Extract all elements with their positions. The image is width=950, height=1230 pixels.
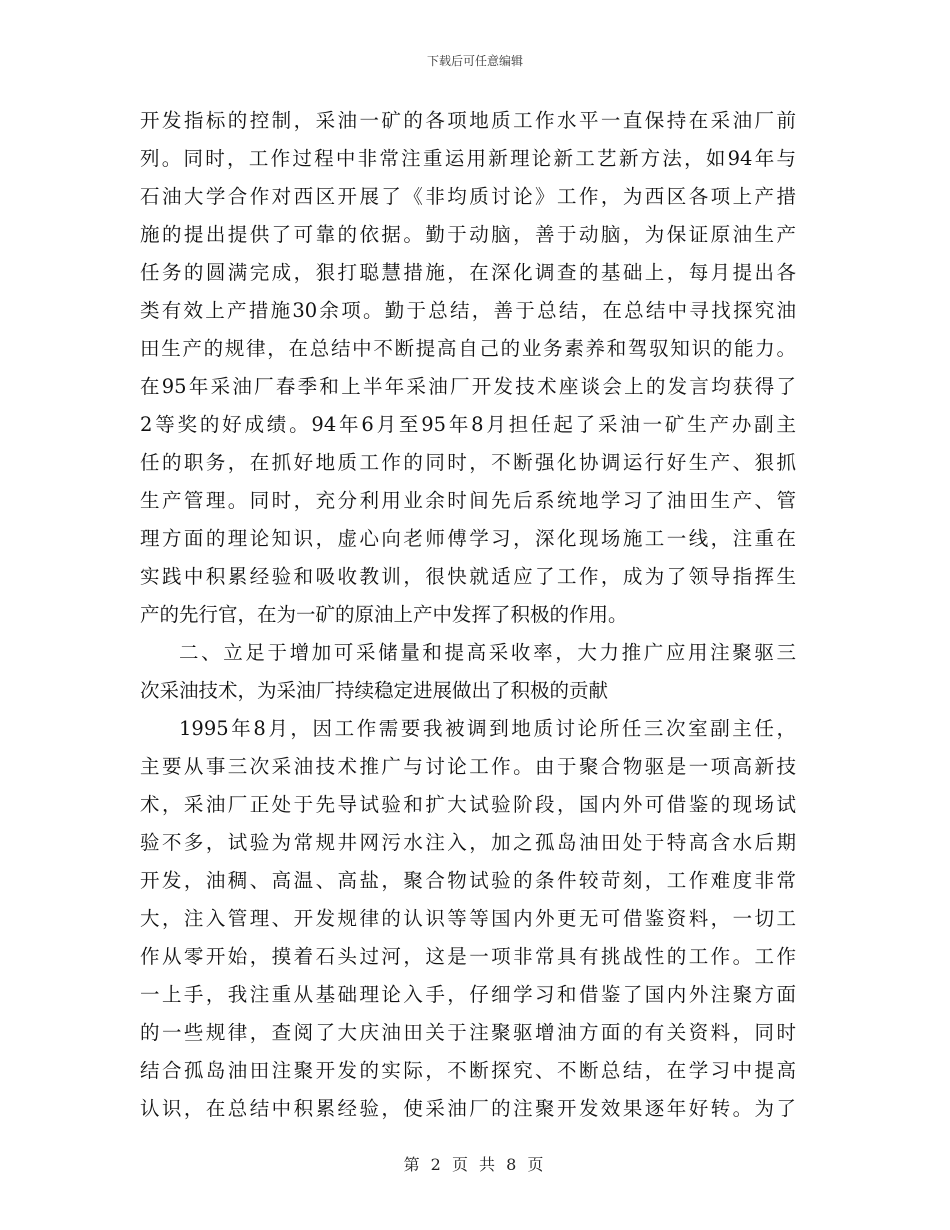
page-header: 下载后可任意编辑 (426, 54, 523, 68)
paragraph-line: 施的提出提供了可靠的依据。勤于动脑，善于动脑，为保证原油生产 (140, 223, 796, 246)
paragraph-line-last: 产的先行官，在为一矿的原油上产中发挥了积极的作用。 (140, 603, 628, 626)
paragraph-line: 一上手，我注重从基础理论入手，仔细学习和借鉴了国内外注聚方面 (140, 983, 796, 1006)
paragraph-line: 田生产的规律，在总结中不断提高自己的业务素养和驾驭知识的能力。 (140, 337, 796, 360)
paragraph-line: 类有效上产措施30余项。勤于总结，善于总结，在总结中寻找探究油 (140, 299, 796, 322)
paragraph-line: 结合孤岛油田注聚开发的实际，不断探究、不断总结，在学习中提高 (140, 1059, 796, 1082)
paragraph-line: 术，采油厂正处于先导试验和扩大试验阶段，国内外可借鉴的现场试 (140, 793, 796, 816)
section-heading-line-last: 次采油技术，为采油厂持续稳定进展做出了积极的贡献 (140, 679, 609, 702)
paragraph-line-first: 1995年8月，因工作需要我被调到地质讨论所任三次室副主任， (179, 717, 796, 740)
paragraph-line: 石油大学合作对西区开展了《非均质讨论》工作，为西区各项上产措 (140, 185, 796, 208)
paragraph-line: 任务的圆满完成，狠打聪慧措施，在深化调查的基础上，每月提出各 (140, 261, 796, 284)
document-body (140, 102, 796, 1128)
paragraph-line: 主要从事三次采油技术推广与讨论工作。由于聚合物驱是一项高新技 (140, 755, 796, 778)
page-number-footer: 第 2 页 共 8 页 (403, 1155, 547, 1174)
paragraph-line: 的一些规律，查阅了大庆油田关于注聚驱增油方面的有关资料，同时 (140, 1021, 796, 1044)
paragraph-line: 理方面的理论知识，虚心向老师傅学习，深化现场施工一线，注重在 (140, 527, 796, 550)
paragraph-line: 实践中积累经验和吸收教训，很快就适应了工作，成为了领导指挥生 (140, 565, 796, 588)
paragraph-line: 验不多，试验为常规井网污水注入，加之孤岛油田处于特高含水后期 (140, 831, 796, 854)
paragraph-line: 作从零开始，摸着石头过河，这是一项非常具有挑战性的工作。工作 (140, 945, 796, 968)
paragraph-line: 列。同时，工作过程中非常注重运用新理论新工艺新方法，如94年与 (140, 147, 796, 170)
paragraph-line: 在95年采油厂春季和上半年采油厂开发技术座谈会上的发言均获得了 (140, 375, 796, 398)
paragraph-line: 任的职务，在抓好地质工作的同时，不断强化协调运行好生产、狠抓 (140, 451, 796, 474)
paragraph-line: 开发指标的控制，采油一矿的各项地质工作水平一直保持在采油厂前 (140, 109, 796, 132)
paragraph-line: 大，注入管理、开发规律的认识等等国内外更无可借鉴资料，一切工 (140, 907, 796, 930)
paragraph-line: 开发，油稠、高温、高盐，聚合物试验的条件较苛刻，工作难度非常 (140, 869, 796, 892)
section-heading-line: 二、立足于增加可采储量和提高采收率，大力推广应用注聚驱三 (179, 641, 796, 664)
paragraph-line: 认识，在总结中积累经验，使采油厂的注聚开发效果逐年好转。为了 (140, 1097, 796, 1120)
paragraph-line: 生产管理。同时，充分利用业余时间先后系统地学习了油田生产、管 (140, 489, 796, 512)
paragraph-line: 2等奖的好成绩。94年6月至95年8月担任起了采油一矿生产办副主 (140, 413, 796, 436)
